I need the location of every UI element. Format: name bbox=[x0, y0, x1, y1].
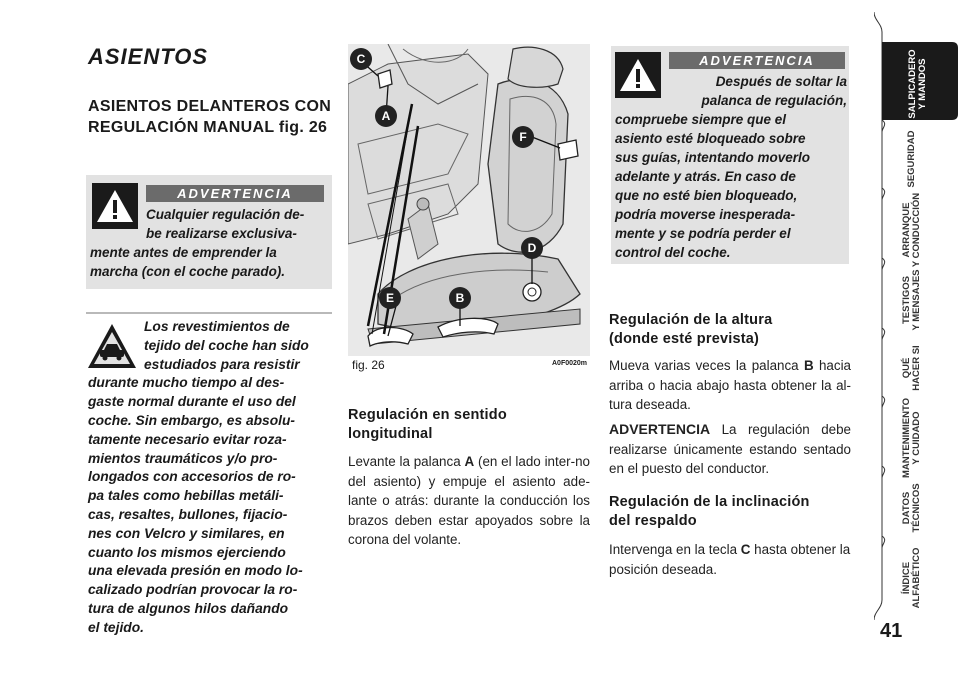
heading-longitudinal bbox=[348, 406, 588, 444]
note-line: durante mucho tiempo al des- bbox=[88, 375, 285, 391]
warning-line: palanca de regulación, bbox=[701, 93, 847, 108]
warning-banner-left: ADVERTENCIA bbox=[146, 185, 324, 202]
figure-label-f: F bbox=[512, 126, 534, 148]
seat-illustration bbox=[348, 44, 590, 356]
tab-label-line: ALFABÉTICO bbox=[911, 547, 922, 609]
note-line: cuanto los mismos ejerciendo bbox=[88, 544, 286, 560]
warning-box-left bbox=[86, 175, 332, 289]
heading-line: Regulación en sentido bbox=[348, 407, 507, 423]
text: Intervenga en la tecla bbox=[609, 542, 741, 557]
warning-line: adelante y atrás. En caso de bbox=[615, 169, 796, 184]
text: La regulación debe realizarse únicamente estando sentado en el puesto del conductor. bbox=[609, 422, 851, 476]
heading-line: del respaldo bbox=[609, 513, 697, 529]
section-subtitle: ASIENTOS DELANTEROS CON REGULACIÓN MANUAL fig. 26 bbox=[88, 98, 332, 136]
warning-line: podría moverse inesperada- bbox=[615, 207, 796, 222]
warning-line: sus guías, intentando moverlo bbox=[615, 150, 811, 165]
warning-banner-right: ADVERTENCIA bbox=[669, 52, 845, 69]
note-line: coche. Sin embargo, es absolu- bbox=[88, 412, 296, 428]
warning-line: Cualquier regulación de- bbox=[146, 207, 305, 222]
tab-label-line: Y CUIDADO bbox=[911, 411, 922, 465]
warning-line: be realizarse exclusiva- bbox=[146, 226, 297, 241]
figure-code: A0F0020m bbox=[552, 360, 588, 367]
warning-line: control del coche. bbox=[615, 245, 731, 260]
paragraph-inclinacion bbox=[609, 540, 851, 579]
paragraph-longitudinal bbox=[348, 452, 590, 550]
tab-indice[interactable] bbox=[882, 546, 942, 609]
text: (en el lado inter-no del asiento) y empuje el asiento ade-lante o atrás: durante la conducción los brazos deben estar apoyados sobre la corona del volante. bbox=[348, 454, 590, 547]
page-title: ASIENTOS bbox=[88, 44, 209, 69]
seat-figure bbox=[348, 44, 590, 356]
warning-triangle-icon bbox=[615, 52, 661, 98]
note-line: tamente necesario evitar roza- bbox=[88, 431, 287, 447]
warning-line: marcha (con el coche parado). bbox=[90, 264, 286, 279]
tab-label-line: SEGURIDAD bbox=[906, 130, 917, 188]
figure-caption: fig. 26 bbox=[352, 358, 385, 372]
warning-line: compruebe siempre que el bbox=[615, 112, 787, 127]
heading-line: (donde esté prevista) bbox=[609, 331, 760, 347]
tab-label-line: HACER SI bbox=[911, 345, 922, 391]
warning-line: Después de soltar la bbox=[715, 74, 847, 89]
note-line: estudiados para resistir bbox=[144, 356, 300, 372]
key-letter: A bbox=[464, 454, 475, 469]
figure-label-e: E bbox=[379, 287, 401, 309]
note-line: gaste normal durante el uso del bbox=[88, 394, 296, 410]
text: hasta obtener la posición deseada. bbox=[609, 542, 851, 577]
warning-triangle-icon bbox=[92, 183, 138, 229]
fabric-care-note bbox=[88, 318, 330, 638]
warning-line: mente y se podría perder el bbox=[615, 226, 791, 241]
key-letter: C bbox=[740, 542, 751, 557]
note-line: una elevada presión en modo lo- bbox=[88, 563, 303, 579]
heading-altura bbox=[609, 311, 849, 349]
tab-salpicadero[interactable] bbox=[882, 42, 952, 120]
paragraph-altura-advertencia bbox=[609, 420, 851, 479]
note-line: longados con accesorios de ro- bbox=[88, 469, 296, 485]
tab-datos-tecnicos[interactable] bbox=[882, 476, 942, 536]
tab-label-line: ARRANQUE bbox=[901, 202, 912, 258]
heading-line: Regulación de la inclinación bbox=[609, 494, 810, 510]
advertencia-label: ADVERTENCIA bbox=[609, 421, 711, 437]
warning-box-right bbox=[611, 46, 849, 264]
warning-line: mente antes de emprender la bbox=[90, 245, 277, 260]
warning-line: asiento esté bloqueado sobre bbox=[615, 131, 806, 146]
warning-line: que no esté bien bloqueado, bbox=[615, 188, 798, 203]
note-line: tejido del coche han sido bbox=[144, 337, 309, 353]
tab-label-line: Y MANDOS bbox=[917, 58, 928, 110]
text: hacia arriba o hacia abajo hasta obtener la al-tura deseada. bbox=[609, 358, 852, 412]
note-divider bbox=[86, 312, 332, 314]
note-line: nes con Velcro y similares, en bbox=[88, 525, 285, 541]
note-line: calizado podrían provocar la ro- bbox=[88, 582, 298, 598]
tab-label-line: QUÉ bbox=[901, 357, 912, 379]
tab-label-line: TESTIGOS bbox=[901, 275, 912, 325]
page-number: 41 bbox=[880, 620, 903, 642]
tab-label-line: DATOS bbox=[901, 491, 912, 525]
tab-label-line: Y CONDUCCIÓN bbox=[911, 192, 922, 268]
tab-label-line: SALPICADERO bbox=[907, 49, 918, 119]
note-line: tura de algunos hilos dañando bbox=[88, 600, 289, 616]
tab-label-line: TÉCNICOS bbox=[911, 483, 922, 533]
note-line: pa tales como hebillas metáli- bbox=[88, 488, 284, 504]
note-line: mientos traumáticos y/o pro- bbox=[88, 450, 278, 466]
heading-inclinacion bbox=[609, 493, 849, 531]
note-line: cas, resaltes, bullones, fijacio- bbox=[88, 506, 288, 522]
tab-arranque[interactable] bbox=[882, 192, 942, 268]
paragraph-altura bbox=[609, 356, 851, 415]
figure-label-a: A bbox=[375, 105, 397, 127]
note-line: el tejido. bbox=[88, 619, 144, 635]
text: Levante la palanca bbox=[348, 454, 465, 469]
tab-mantenimiento[interactable] bbox=[882, 397, 942, 479]
tab-label-line: ÍNDICE bbox=[901, 561, 912, 595]
tab-label-line: Y MENSAJES bbox=[911, 269, 922, 331]
heading-line: Regulación de la altura bbox=[609, 312, 773, 328]
tab-label-line: MANTENIMIENTO bbox=[901, 397, 912, 479]
heading-line: longitudinal bbox=[348, 426, 433, 442]
figure-label-b: B bbox=[449, 287, 471, 309]
text: Mueva varias veces la palanca bbox=[609, 358, 804, 373]
key-letter: B bbox=[803, 358, 814, 373]
note-line: Los revestimientos de bbox=[144, 319, 290, 334]
figure-label-d: D bbox=[521, 237, 543, 259]
figure-label-c: C bbox=[350, 48, 372, 70]
